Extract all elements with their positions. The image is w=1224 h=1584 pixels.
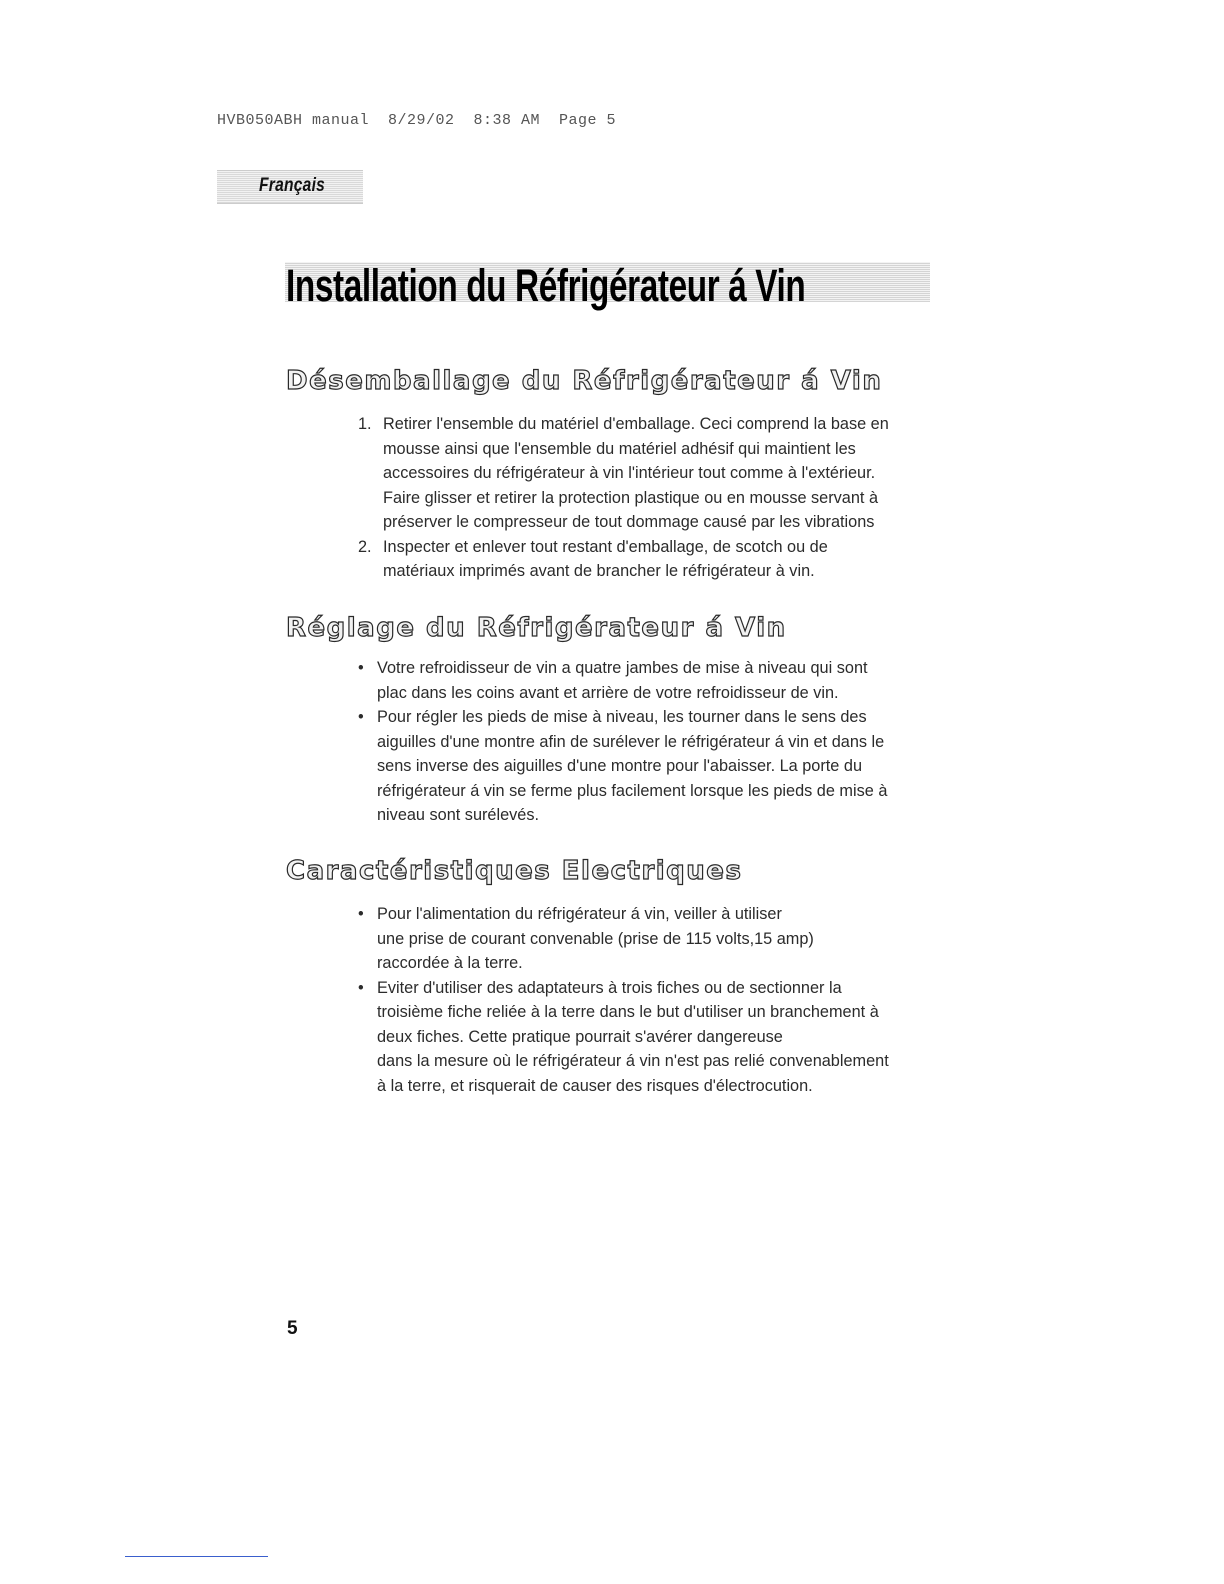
list-item-line: niveau sont surélevés. [377, 806, 540, 824]
list-item-line: accessoires du réfrigérateur à vin l'intérieur tout comme à l'extérieur. [383, 464, 876, 482]
list-item-line: Pour l'alimentation du réfrigérateur á vin, veiller à utiliser [377, 905, 782, 923]
page-number: 5 [287, 1318, 298, 1339]
list-item [358, 412, 889, 535]
list-item-line: troisième fiche reliée à la terre dans le but d'utiliser un branchement à [377, 1003, 879, 1021]
list-item-line: raccordée à la terre. [377, 954, 523, 972]
bullet-icon: • [358, 978, 364, 997]
list-item [358, 976, 889, 1099]
list-item [358, 902, 889, 976]
leveling-list [358, 656, 887, 828]
list-item-line: mousse ainsi que l'ensemble du matériel adhésif qui maintient les [383, 439, 856, 458]
language-tab [217, 170, 363, 204]
list-marker: 1. [358, 415, 372, 433]
unpacking-steps-list [358, 412, 889, 584]
list-item [358, 656, 887, 705]
list-item-line: Inspecter et enlever tout restant d'emballage, de scotch ou de [383, 537, 828, 556]
list-item [358, 705, 887, 828]
list-item-line: réfrigérateur á vin se ferme plus facilement lorsque les pieds de mise à [377, 781, 888, 800]
list-item-line: une prise de courant convenable (prise de 115 volts,15 amp) [377, 929, 814, 948]
list-item-line: matériaux imprimés avant de brancher le réfrigérateur à vin. [383, 562, 815, 580]
list-item-line: deux fiches. Cette pratique pourrait s'avérer dangereuse [377, 1027, 783, 1046]
section-heading-leveling: Réglage du Réfrigérateur á Vin [286, 613, 787, 643]
page-title: Installation du Réfrigérateur á Vin [286, 260, 806, 311]
list-item-line: dans la mesure où le réfrigérateur á vin n'est pas relié convenablement [377, 1052, 889, 1070]
electrical-list [358, 902, 889, 1098]
list-item-line: plac dans les coins avant et arrière de votre refroidisseur de vin. [377, 683, 839, 702]
list-item-line: Eviter d'utiliser des adaptateurs à trois fiches ou de sectionner la [377, 978, 842, 997]
list-item-line: aiguilles d'une montre afin de surélever le réfrigérateur á vin et dans le [377, 732, 885, 751]
list-item-line: sens inverse des aiguilles d'une montre pour l'abaisser. La porte du [377, 757, 862, 775]
section-heading-electrical: Caractéristiques Electriques [286, 856, 743, 886]
language-tab-label: Français [259, 175, 326, 196]
bullet-icon: • [358, 659, 364, 677]
list-item-line: Votre refroidisseur de vin a quatre jambes de mise à niveau qui sont [377, 659, 868, 677]
list-item-line: Pour régler les pieds de mise à niveau, les tourner dans le sens des [377, 708, 867, 726]
list-item [358, 535, 889, 584]
list-item-line: préserver le compresseur de tout dommage causé par les vibrations [383, 513, 875, 531]
list-item-line: à la terre, et risquerait de causer des risques d'électrocution. [377, 1076, 813, 1095]
list-item-line: Retirer l'ensemble du matériel d'emballage. Ceci comprend la base en [383, 415, 889, 433]
bullet-icon: • [358, 708, 364, 726]
list-marker: 2. [358, 537, 372, 556]
section-heading-unpacking: Désemballage du Réfrigérateur á Vin [286, 366, 883, 396]
print-header: HVB050ABH manual 8/29/02 8:38 AM Page 5 [217, 112, 617, 129]
footnote-divider [125, 1556, 268, 1557]
list-item-line: Faire glisser et retirer la protection plastique ou en mousse servant à [383, 488, 879, 507]
bullet-icon: • [358, 905, 364, 923]
